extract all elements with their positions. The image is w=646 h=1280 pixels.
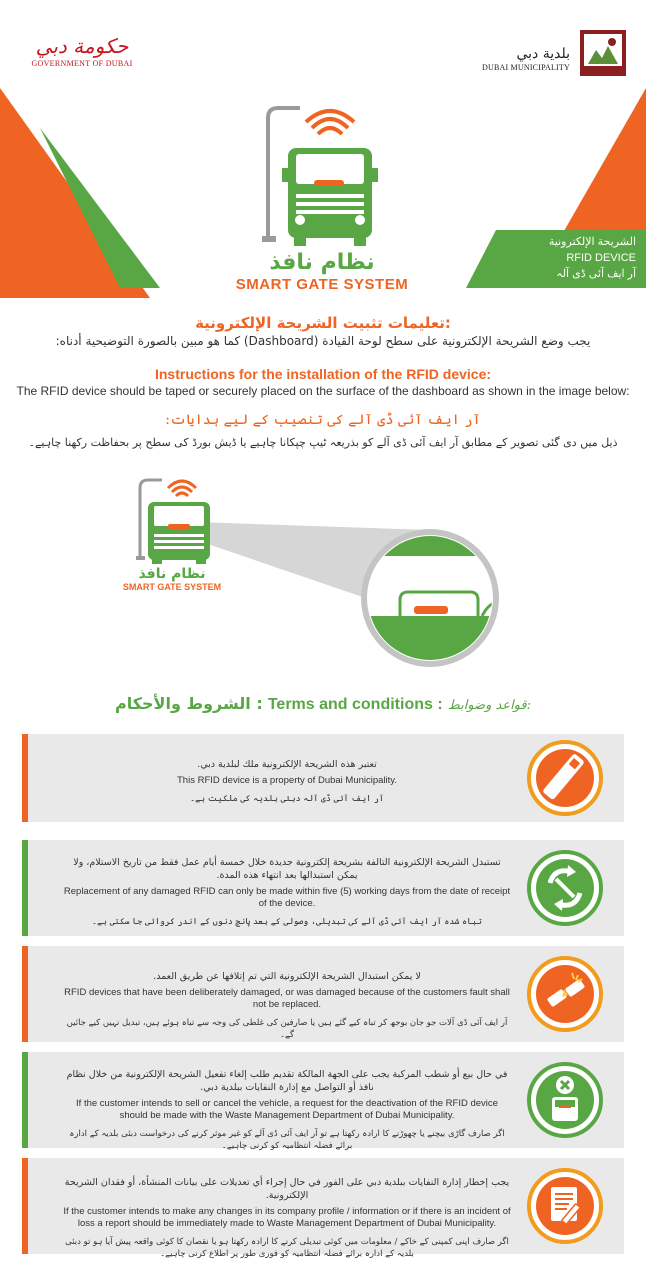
dm-emblem-icon	[578, 28, 628, 78]
term-4-urdu: اگر صارف گاڑی بیچنے یا چھوڑنے کا ارادہ رکھتا ہے تو آر ایف آئی ڈی آلے کو غیر موثر کرنے کی درخواست دبئی بلدیہ کے ادارہ برائے فضلہ انتظامیہ کو کرنی چاہیے۔	[69, 1129, 505, 1151]
term-item-5	[22, 1158, 624, 1259]
broken-tag-icon	[526, 955, 604, 1033]
dm-logo-english: DUBAI MUNICIPALITY	[482, 63, 570, 72]
term-2-arabic: تستبدل الشريحة الإلكترونية التالفة بشريحة إلكترونية جديدة خلال خمسة أيام عمل فقط من تاريخ الاستلام، ولا يمكن استبدالها بعد انتهاء هذه المدة.	[73, 857, 501, 881]
instructions-title-english: Instructions for the installation of the RFID device:	[154, 366, 492, 382]
term-4-arabic: في حال بيع أو شطب المركبة يجب على الجهة المالكة تقديم طلب إلغاء تفعيل الشريحة الإلكترونية من خلال نظام نافذ أو التواصل مع إدارة النفايات ببلدية دبي.	[66, 1069, 508, 1093]
diagram-system-name-english: SMART GATE SYSTEM	[122, 582, 222, 592]
smart-gate-english: SMART GATE SYSTEM	[235, 276, 409, 293]
dubai-municipality-logo	[452, 26, 632, 82]
term-4-english: If the customer intends to sell or cancel the vehicle, a request for the deactivation of the RFID device should be made with the Waste Management Department of Dubai Municipality.	[76, 1098, 498, 1121]
term-item-3	[22, 946, 624, 1042]
term-3-urdu: آر ایف آئی ڈی آلات جو جان بوجھ کر تباہ کیے گئے ہیں یا صارفین کی غلطی کی وجہ سے تباہ ہوئے ہیں، تبدیل نہیں کیے جائیں گے۔	[66, 1018, 508, 1040]
document-edit-icon	[526, 1167, 604, 1245]
terms-heading	[0, 694, 646, 714]
small-truck-icon	[148, 502, 210, 564]
term-3-english: RFID devices that have been deliberately damaged, or was damaged because of the customers fault shall not be replaced.	[64, 987, 510, 1010]
terms-heading-english: Terms and conditions :	[267, 696, 443, 713]
term-2-english: Replacement of any damaged RFID can only be made within five (5) working days from the date of receipt of the device.	[63, 886, 511, 909]
rfid-device-banner	[496, 230, 646, 288]
rfid-banner-urdu: آر ایف آئی ڈی آلہ	[556, 268, 636, 280]
term-5-urdu: اگر صارف اپنی کمپنی کے خاکے / معلومات میں کوئی تبدیلی کرنے کا ارادہ رکھتا ہو یا نقصان کا کوئی واقعہ پیش آیا ہو تو دبئی بلدیہ کے ادارہ برائے فضلہ انتظامیہ کو فوری طور پر اطلاع کرنی چاہیے۔	[65, 1237, 509, 1259]
instructions-title-urdu: آر ایف آئی ڈی آلے کی تنصیب کے لیے ہدایات:	[165, 412, 481, 428]
instructions-title-arabic: تعليمات تثبيت الشريحة الإلكترونية:	[195, 314, 451, 332]
instructions-body-arabic: يجب وضع الشريحة الإلكترونية على سطح لوحة القيادة (Dashboard) كما هو مبين بالصورة التوضيحية أدناه:	[55, 334, 591, 348]
term-1-arabic: تعتبر هذه الشريحة الإلكترونية ملك لبلدية دبي.	[197, 759, 377, 770]
term-1-english: This RFID device is a property of Dubai Municipality.	[177, 775, 397, 786]
term-5-arabic: يجب إخطار إدارة النفايات ببلدية دبي على الفور في حال إجراء أي تعديلات على بيانات المنشأة، أو فقدان الشريحة الإلكترونية.	[64, 1177, 510, 1201]
instructions-body-urdu: ذیل میں دی گئی تصویر کے مطابق آر ایف آئی ڈی آلے کو بذریعہ ٹیپ چپکانا چاہیے یا ڈیش بورڈ کی سطح پر بحفاظت رکھنا چاہیے۔	[28, 436, 618, 449]
replace-icon	[526, 849, 604, 927]
smart-gate-logo	[222, 250, 422, 294]
rfid-banner-arabic: الشريحة الإلكترونية	[548, 236, 636, 248]
cancel-truck-icon	[526, 1061, 604, 1139]
term-1-urdu: آر ایف آئی ڈی آلہ دبئی بلدیہ کی ملکیت ہے۔	[190, 794, 384, 804]
term-3-arabic: لا يمكن استبدال الشريحة الإلكترونية التي تم إتلافها عن طريق العمد.	[153, 971, 421, 982]
rfid-banner-english: RFID DEVICE	[566, 252, 636, 264]
terms-heading-urdu: قواعد وضوابط:	[447, 698, 531, 713]
gov-logo-english: GOVERNMENT OF DUBAI	[31, 59, 133, 68]
term-item-4	[22, 1052, 624, 1151]
diagram-system-name-arabic: نظام نافذ	[138, 566, 206, 582]
term-item-2	[22, 840, 624, 936]
gov-logo-arabic: حكومة دبي	[35, 34, 129, 58]
term-5-english: If the customer intends to make any changes in its company profile / information or if there is an incident of loss a report should be immediately made to Waste Management Department of Dubai Municipality.	[63, 1206, 511, 1229]
installation-diagram	[0, 470, 646, 680]
terms-heading-arabic: الشروط والأحكام :	[114, 694, 263, 713]
smart-gate-arabic: نظام نافذ	[269, 250, 375, 275]
rfid-tag-icon	[526, 739, 604, 817]
truck-icon	[282, 148, 378, 246]
government-of-dubai-logo	[26, 34, 138, 78]
rfid-tag-shape	[414, 606, 448, 614]
dm-logo-arabic: بلدية دبي	[516, 46, 570, 62]
term-2-urdu: تباہ شدہ آر ایف آئی ڈی آلے کی تبدیلی، وصولی کے بعد پانچ دنوں کے اندر کروائی جا سکتی ہے۔	[91, 917, 482, 927]
dashboard-closeup	[360, 530, 510, 676]
term-item-1	[22, 734, 624, 822]
right-orange-stripe-shape	[560, 88, 646, 238]
instructions-body-english: The RFID device should be taped or securely placed on the surface of the dashboard as shown in the image below:	[16, 384, 630, 398]
